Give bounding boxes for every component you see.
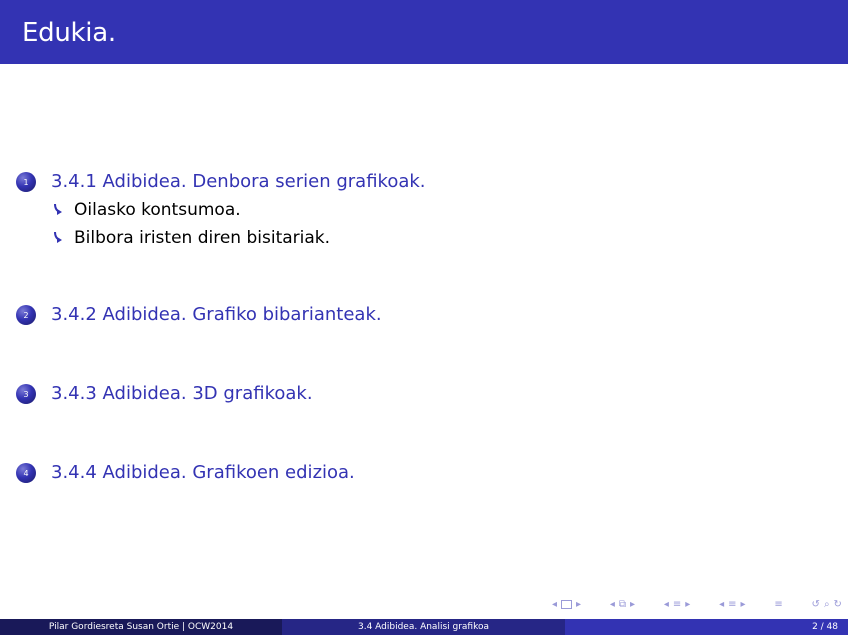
footer-authors: Pilar Gordiesreta Susan Ortie | OCW2014 [0,619,282,635]
numbered-ball-icon: 2 [16,305,36,325]
toc-section-label[interactable]: 3.4.1 Adibidea. Denbora serien grafikoak. [51,171,426,192]
frame-header [0,0,848,64]
search-icon[interactable]: ↺ ⌕ ↻ [811,598,842,610]
toc-section-label[interactable]: 3.4.2 Adibidea. Grafiko bibarianteak. [51,304,382,325]
align-icon[interactable]: ≡ [774,598,783,610]
page-title: Edukia. [22,18,116,48]
toc-section-2[interactable] [16,304,382,326]
curved-arrow-icon [52,203,64,217]
subsection-nav-icon[interactable]: ◂ ≡ ▸ [663,598,691,610]
footer-page-number: 2 / 48 [565,619,848,635]
numbered-ball-icon: 1 [16,172,36,192]
beamer-navigation-bar [552,597,842,611]
toc-section-label[interactable]: 3.4.4 Adibidea. Grafikoen edizioa. [51,462,355,483]
toc-section-label[interactable]: 3.4.3 Adibidea. 3D grafikoak. [51,383,313,404]
frame-nav-icon[interactable]: ◂ ⧉ ▸ [609,598,636,610]
toc-subsection-label[interactable]: Bilbora iristen diren bisitariak. [74,228,331,248]
toc-section-3[interactable] [16,383,313,405]
curved-arrow-icon [52,231,64,245]
section-nav-icon[interactable]: ◂ ≡ ▸ [719,598,746,610]
slide-nav-icon[interactable]: ◂ ▸ [552,598,582,610]
toc-subsection-1[interactable] [52,200,241,220]
toc-subsection-2[interactable] [52,228,330,248]
toc-subsection-label[interactable]: Oilasko kontsumoa. [74,200,241,220]
numbered-ball-icon: 3 [16,384,36,404]
toc-section-1[interactable] [16,171,426,193]
frame-footer [0,619,848,635]
toc-section-4[interactable] [16,462,355,484]
numbered-ball-icon: 4 [16,463,36,483]
footer-topic: 3.4 Adibidea. Analisi grafikoa [282,619,565,635]
